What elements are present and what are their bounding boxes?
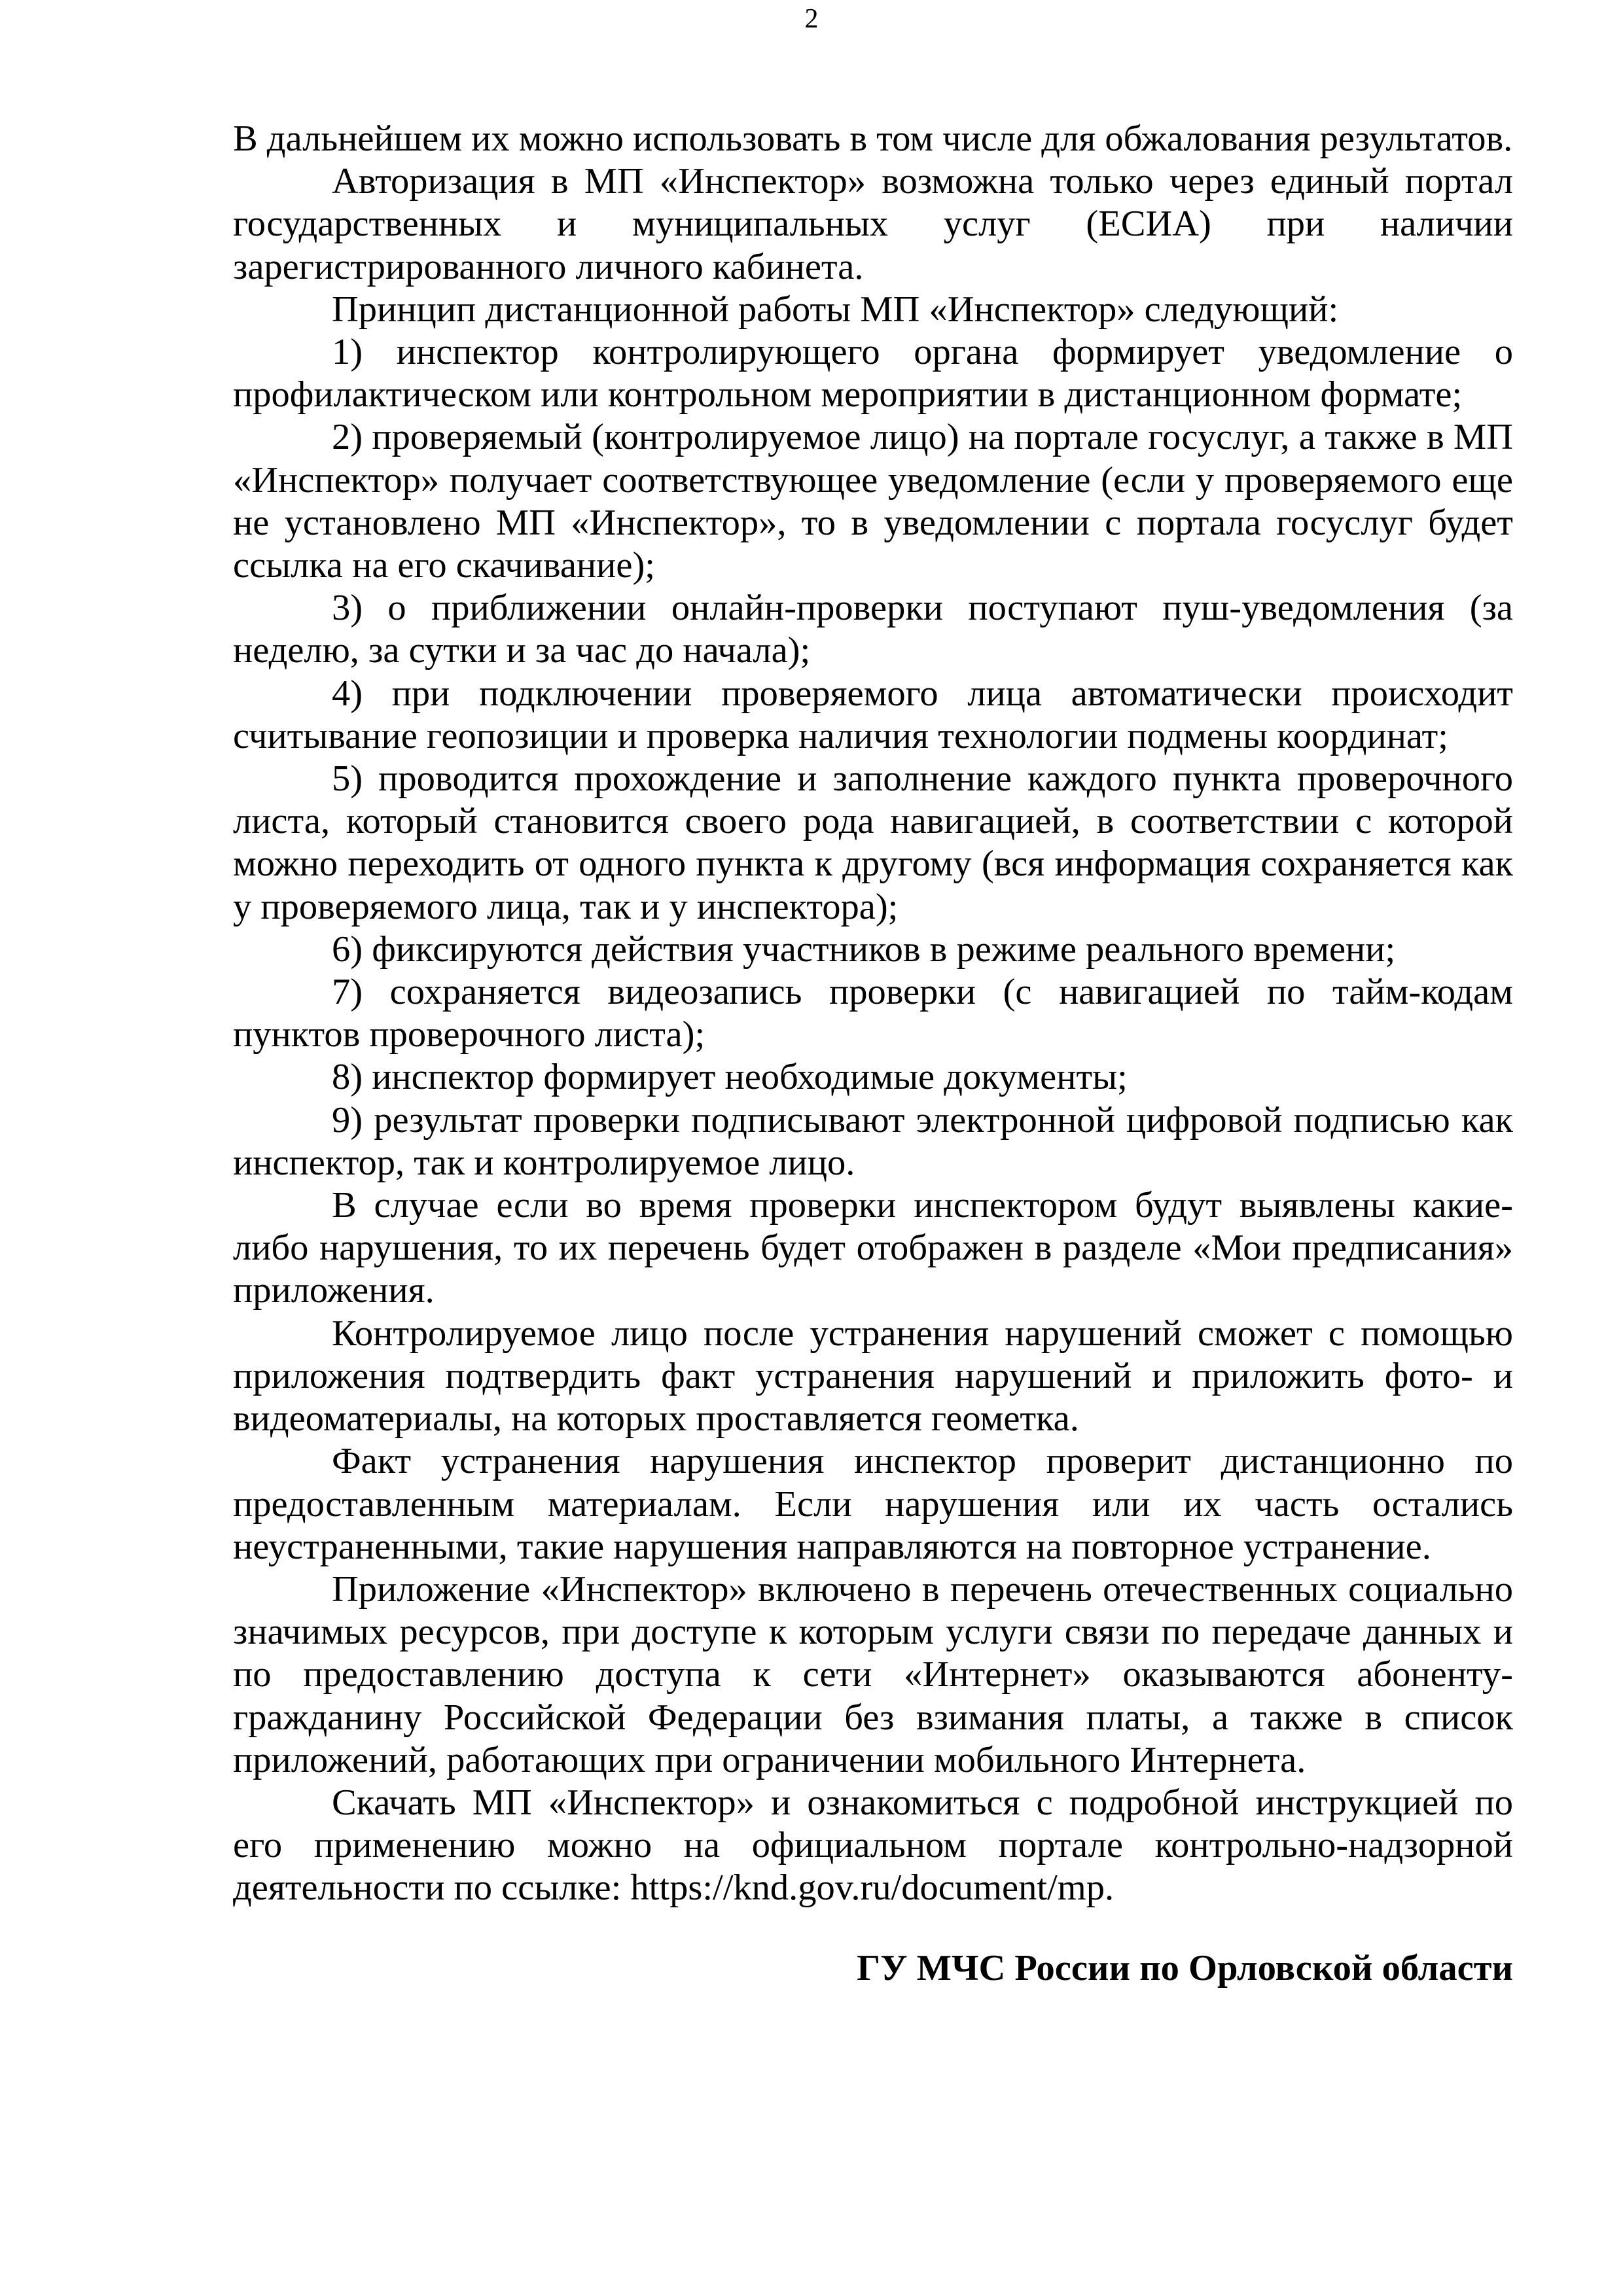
- list-item: 8) инспектор формирует необходимые документы;: [332, 1057, 1128, 1098]
- list-item: 5) проводится прохождение и заполнение каждого пункта проверочного листа, который становится своего рода навигацией, в соответствии с которой можно переходить от одного пункта к другому (вся информация сохраняется как у проверяемого лица, так и у инспектора);: [233, 758, 1513, 927]
- list-item: 3) о приближении онлайн-проверки поступают пуш-уведомления (за неделю, за сутки и за час до начала);: [233, 588, 1513, 671]
- paragraph: Приложение «Инспектор» включено в перечень отечественных социально значимых ресурсов, при доступе к которым услуги связи по передаче данных и по предоставлению доступа к сети «Интернет» оказываются абоненту-гражданину Российской Федерации без взимания платы, а также в список приложений, работающих при ограничении мобильного Интернета.: [233, 1568, 1513, 1780]
- list-item: 2) проверяемый (контролируемое лицо) на портале госуслуг, а также в МП «Инспектор» получает соответствующее уведомление (если у проверяемого еще не установлено МП «Инспектор», то в уведомлении с портала госуслуг будет ссылка на его скачивание);: [233, 417, 1513, 586]
- list-item: 7) сохраняется видеозапись проверки (с навигацией по тайм-кодам пунктов проверочного листа);: [233, 972, 1513, 1055]
- page-number: 2: [804, 4, 819, 34]
- list-item: 9) результат проверки подписывают электронной цифровой подписью как инспектор, так и контролируемое лицо.: [233, 1099, 1513, 1183]
- paragraph: Факт устранения нарушения инспектор проверит дистанционно по предоставленным материалам. Если нарушения или их часть остались неустраненными, такие нарушения направляются на повторное устранение.: [233, 1441, 1513, 1567]
- list-item: 1) инспектор контролирующего органа формирует уведомление о профилактическом или контрольном мероприятии в дистанционном формате;: [233, 332, 1513, 415]
- paragraph: Авторизация в МП «Инспектор» возможна только через единый портал государственных и муниципальных услуг (ЕСИА) при наличии зарегистрированного личного кабинета.: [233, 161, 1513, 287]
- paragraph: Контролируемое лицо после устранения нарушений сможет с помощью приложения подтвердить факт устранения нарушений и приложить фото- и видеоматериалы, на которых проставляется геометка.: [233, 1313, 1513, 1439]
- paragraph: Принцип дистанционной работы МП «Инспектор» следующий:: [332, 289, 1339, 330]
- document-body: [233, 118, 1513, 1910]
- list-item: 4) при подключении проверяемого лица автоматически происходит считывание геопозиции и проверка наличия технологии подмены координат;: [233, 673, 1513, 756]
- paragraph: Скачать МП «Инспектор» и ознакомиться с подробной инструкцией по его применению можно на официальном портале контрольно-надзорной деятельности по ссылке: https://knd.gov.ru/document/mp.: [233, 1782, 1513, 1909]
- list-item: 6) фиксируются действия участников в режиме реального времени;: [332, 928, 1396, 970]
- paragraph: В дальнейшем их можно использовать в том числе для обжалования результатов.: [233, 118, 1513, 159]
- signature-organization: ГУ МЧС России по Орловской области: [857, 1948, 1513, 1988]
- paragraph: В случае если во время проверки инспектором будут выявлены какие-либо нарушения, то их перечень будет отображен в разделе «Мои предписания» приложения.: [233, 1185, 1513, 1311]
